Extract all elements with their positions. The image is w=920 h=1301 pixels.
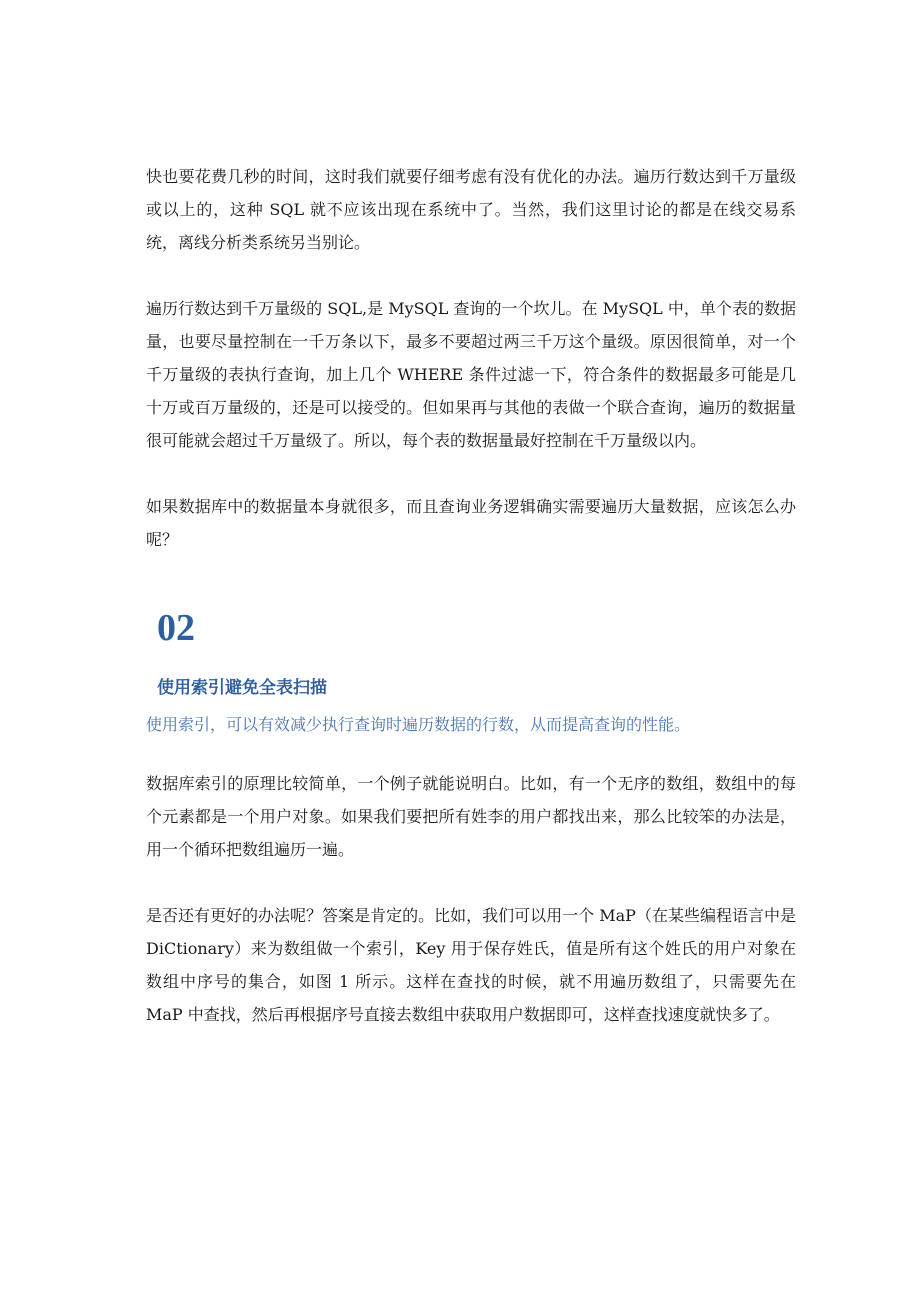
paragraph-3: 如果数据库中的数据量本身就很多，而且查询业务逻辑确实需要遍历大量数据，应该怎么办呢？ <box>146 497 796 549</box>
paragraph-5: 是否还有更好的办法呢？答案是肯定的。比如，我们可以用一个 MaP（在某些编程语言中是 DiCtionary）来为数组做一个索引，Key 用于保存姓氏，值是所有这个姓氏的用户对象在数组中序号的集合，如图 1 所示。这样在查找的时候，就不用遍历数组了，只需要先在 MaP 中查找，然后再根据序号直接去数组中获取用户数据即可，这样查找速度就快多了。 <box>146 906 796 1024</box>
paragraph-2: 遍历行数达到千万量级的 SQL,是 MySQL 查询的一个坎儿。在 MySQL 中，单个表的数据量，也要尽量控制在一千万条以下，最多不要超过两三千万这个量级。原因很简单，对一个千万量级的表执行查询，加上几个 WHERE 条件过滤一下，符合条件的数据最多可能是几十万或百万量级的，还是可以接受的。但如果再与其他的表做一个联合查询，遍历的数据量很可能就会超过千万量级了。所以，每个表的数据量最好控制在千万量级以内。 <box>146 299 796 450</box>
section-number: 02 <box>157 607 195 649</box>
section-title: 使用索引避免全表扫描 <box>157 678 327 698</box>
section-lead: 使用索引，可以有效减少执行查询时遍历数据的行数，从而提高查询的性能。 <box>146 715 691 734</box>
document-page <box>146 160 796 1024</box>
paragraph-1: 快也要花费几秒的时间，这时我们就要仔细考虑有没有优化的办法。遍历行数达到千万量级或以上的，这种 SQL 就不应该出现在系统中了。当然，我们这里讨论的都是在线交易系统，离线分析类系统另当别论。 <box>146 167 796 252</box>
paragraph-4: 数据库索引的原理比较简单，一个例子就能说明白。比如，有一个无序的数组，数组中的每个元素都是一个用户对象。如果我们要把所有姓李的用户都找出来，那么比较笨的办法是，用一个循环把数组遍历一遍。 <box>146 774 796 859</box>
section-body <box>146 767 796 1031</box>
